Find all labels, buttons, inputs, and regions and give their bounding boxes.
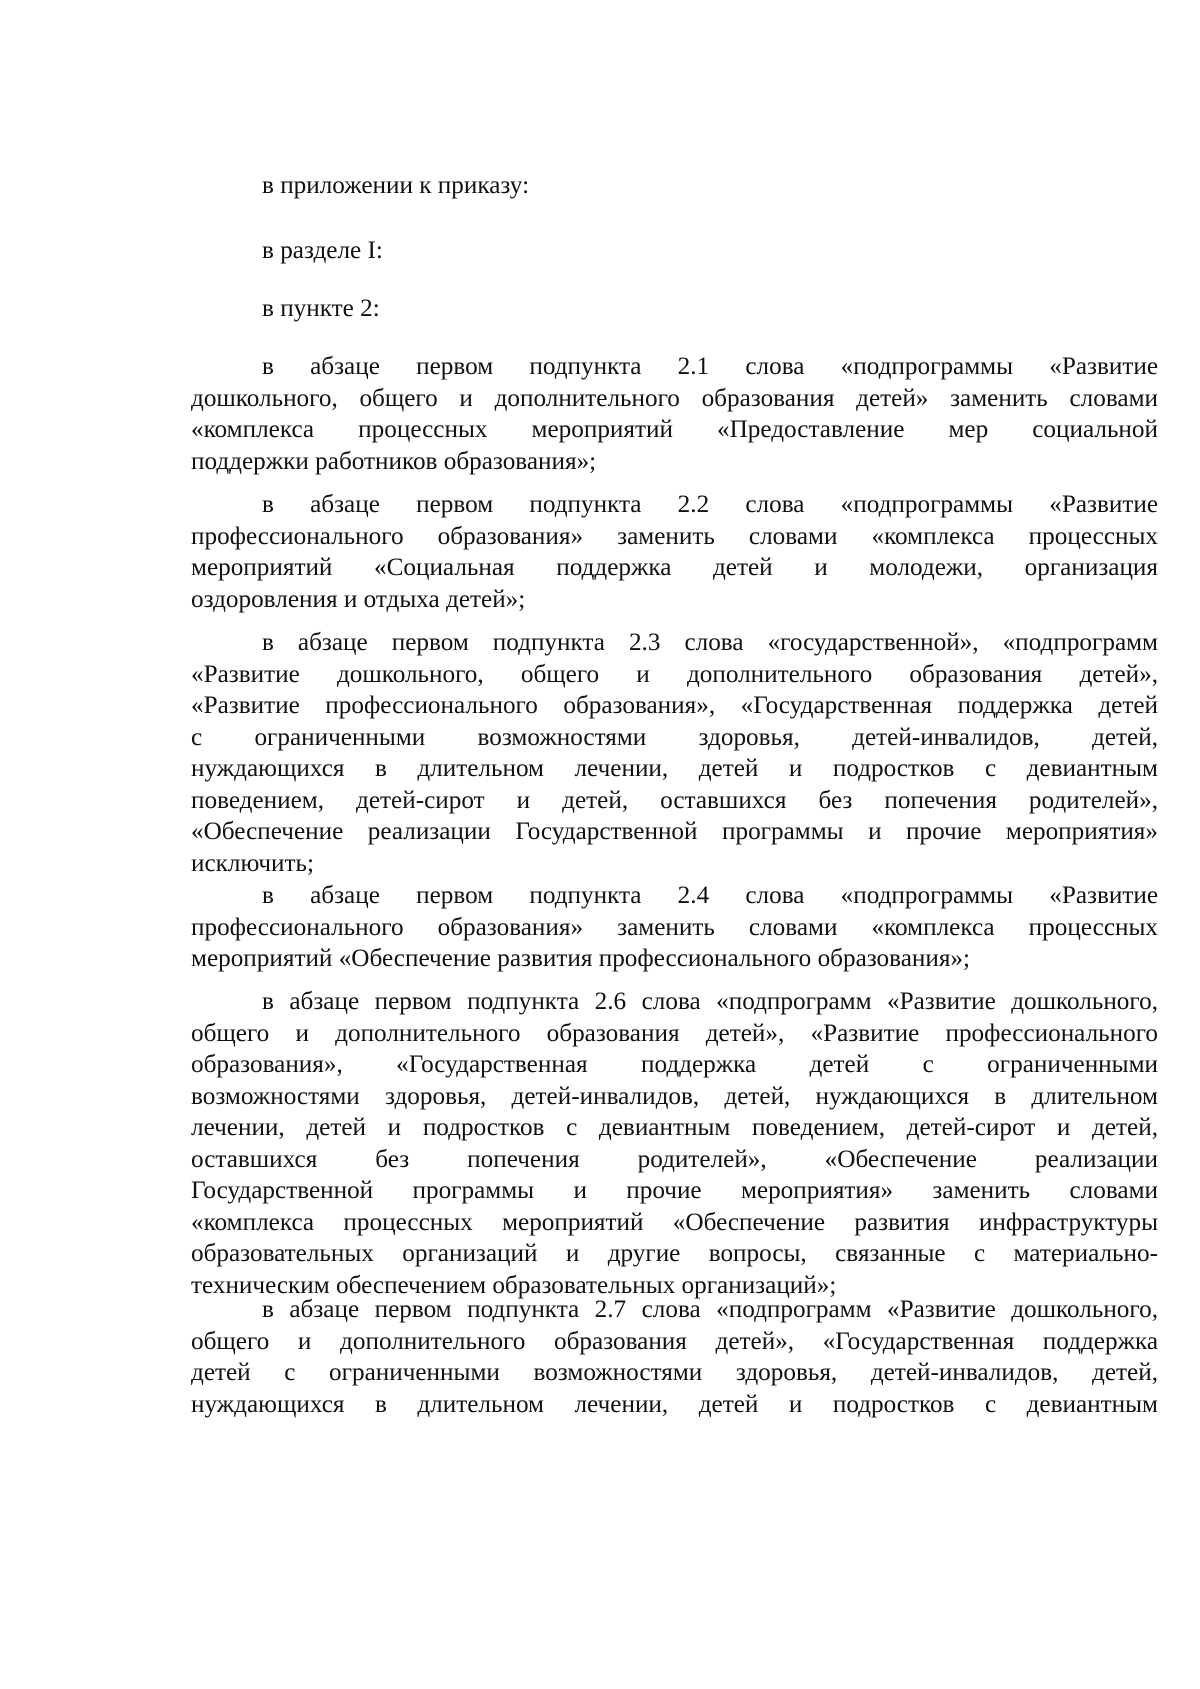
paragraph-line: мероприятий «Социальная поддержка детей и молодежи, организация (191, 554, 1158, 581)
paragraph-line: возможностями здоровья, детей-инвалидов, детей, нуждающихся в длительном (191, 1082, 1158, 1110)
paragraph-line: оздоровления и отдыха детей»; (191, 585, 526, 613)
intro-line-section: в разделе I: (262, 237, 383, 264)
paragraph-line: «Обеспечение реализации Государственной программы и прочие мероприятия» (191, 818, 1158, 845)
paragraph-line: нуждающихся в длительном лечении, детей и подростков с девиантным (191, 755, 1158, 782)
paragraph-line: профессионального образования» заменить словами «комплекса процессных (191, 522, 1158, 550)
paragraph-line: в абзаце первом подпункта 2.2 слова «подпрограммы «Развитие (262, 491, 1158, 518)
paragraph-2-4 (191, 880, 1158, 975)
paragraph-line: «комплекса процессных мероприятий «Обеспечение развития инфраструктуры (191, 1208, 1158, 1236)
paragraph-line: «Развитие дошкольного, общего и дополнительного образования детей», (191, 660, 1158, 688)
paragraph-line: «комплекса процессных мероприятий «Предоставление мер социальной (191, 416, 1158, 443)
paragraph-line: в абзаце первом подпункта 2.3 слова «государственной», «подпрограмм (262, 629, 1158, 656)
paragraph-line: образовательных организаций и другие вопросы, связанные с материально- (191, 1240, 1158, 1267)
paragraph-line: детей с ограниченными возможностями здоровья, детей-инвалидов, детей, (191, 1359, 1158, 1386)
paragraph-line: исключить; (191, 849, 314, 877)
paragraph-line: с ограниченными возможностями здоровья, детей-инвалидов, детей, (191, 723, 1158, 751)
paragraph-2-7 (191, 1294, 1158, 1420)
paragraph-line: общего и дополнительного образования детей», «Государственная поддержка (191, 1327, 1158, 1355)
paragraph-line: профессионального образования» заменить словами «комплекса процессных (191, 913, 1158, 941)
paragraph-line: лечении, детей и подростков с девиантным поведением, детей-сирот и детей, (191, 1114, 1158, 1141)
paragraph-line: дошкольного, общего и дополнительного образования детей» заменить словами (191, 384, 1158, 412)
paragraph-line: оставшихся без попечения родителей», «Обеспечение реализации (191, 1145, 1158, 1173)
paragraph-line: техническим обеспечением образовательных организаций»; (191, 1271, 837, 1299)
paragraph-line: в абзаце первом подпункта 2.6 слова «подпрограмм «Развитие дошкольного, (262, 988, 1158, 1015)
paragraph-line: «Развитие профессионального образования», «Государственная поддержка детей (191, 692, 1158, 719)
intro-line-appendix: в приложении к приказу: (262, 172, 530, 199)
paragraph-2-6 (191, 986, 1158, 1301)
paragraph-line: мероприятий «Обеспечение развития профессионального образования»; (191, 945, 971, 972)
paragraph-line: в абзаце первом подпункта 2.4 слова «подпрограммы «Развитие (262, 882, 1158, 909)
paragraph-2-3 (191, 627, 1158, 879)
paragraph-line: образования», «Государственная поддержка детей с ограниченными (191, 1051, 1158, 1078)
paragraph-line: общего и дополнительного образования детей», «Развитие профессионального (191, 1019, 1158, 1047)
paragraph-line: в абзаце первом подпункта 2.1 слова «подпрограммы «Развитие (262, 353, 1158, 380)
intro-line-item: в пункте 2: (262, 295, 380, 322)
paragraph-2-1 (191, 351, 1158, 477)
paragraph-line: нуждающихся в длительном лечении, детей и подростков с девиантным (191, 1390, 1158, 1418)
paragraph-line: поддержки работников образования»; (191, 447, 597, 475)
paragraph-line: поведением, детей-сирот и детей, оставшихся без попечения родителей», (191, 786, 1158, 814)
paragraph-2-2 (191, 489, 1158, 615)
paragraph-line: в абзаце первом подпункта 2.7 слова «подпрограмм «Развитие дошкольного, (262, 1296, 1158, 1323)
paragraph-line: Государственной программы и прочие мероприятия» заменить словами (191, 1177, 1158, 1204)
